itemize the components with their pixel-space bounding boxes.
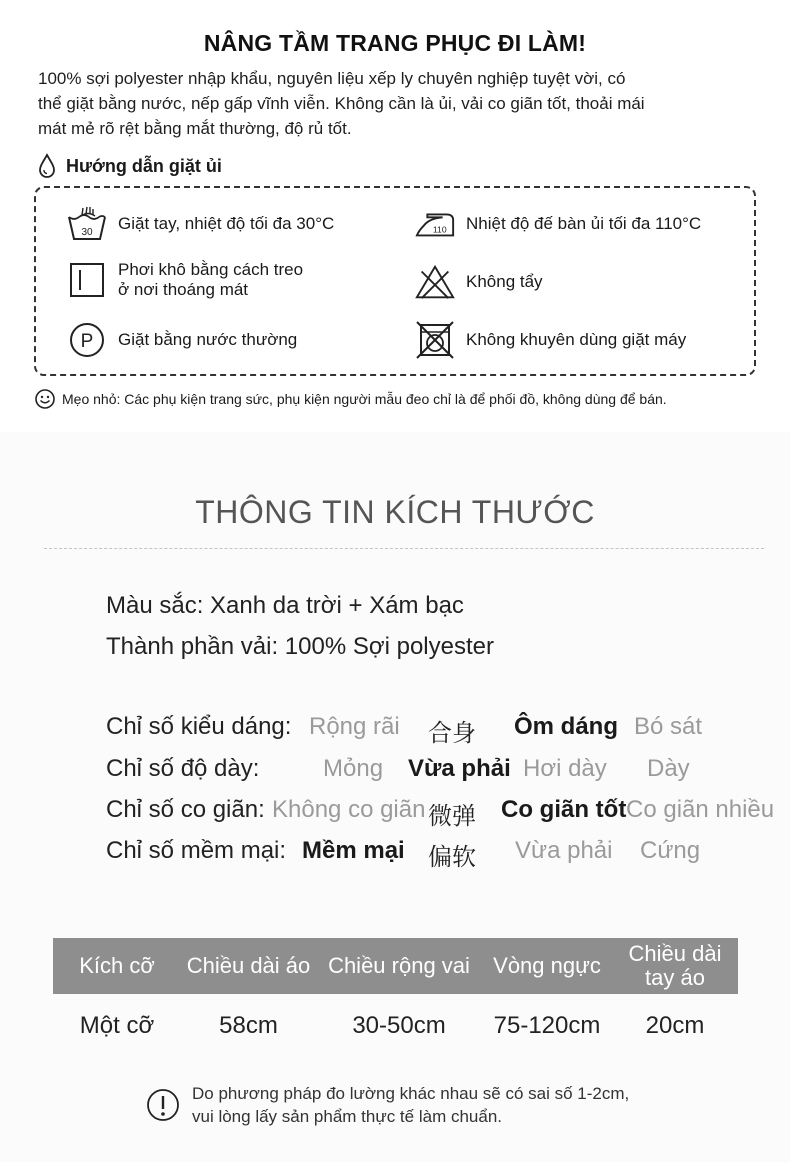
index-option: 偏软 — [428, 844, 476, 871]
index-option: Cứng — [640, 837, 701, 864]
index-option-selected: Co giãn tốt — [501, 796, 627, 823]
note-line: vui lòng lấy sản phẩm thực tế làm chuẩn. — [192, 1107, 502, 1126]
index-row-fit — [106, 713, 786, 747]
size-section-title: THÔNG TIN KÍCH THƯỚC — [195, 494, 595, 530]
smiley-icon — [34, 388, 56, 410]
hand-wash-30-icon — [66, 204, 108, 244]
care-item-label: Không khuyên dùng giặt máy — [466, 330, 687, 349]
care-item-label — [118, 260, 303, 300]
index-option: Co giãn nhiều — [626, 796, 775, 823]
care-item-label: Giặt bằng nước thường — [118, 330, 298, 349]
care-item-label: Nhiệt độ đế bàn ủi tối đa 110°C — [466, 214, 702, 233]
no-bleach-icon — [414, 262, 456, 302]
index-option: Dày — [647, 755, 690, 782]
care-item-line-dry — [66, 260, 303, 300]
index-option: Vừa phải — [515, 837, 613, 864]
care-item-iron — [414, 204, 701, 244]
divider — [44, 548, 764, 549]
index-label: Chỉ số co giãn: — [106, 796, 265, 823]
line-dry-icon — [66, 260, 108, 300]
index-option: Bó sát — [634, 713, 703, 740]
no-machine-wash-icon — [414, 320, 456, 360]
wash-temp-badge: 30 — [81, 227, 93, 238]
care-item-label-line: Phơi khô bằng cách treo — [118, 260, 304, 279]
table-cell: 75-120cm — [493, 1012, 601, 1039]
intro-line: mát mẻ rõ rệt bằng mắt thường, độ rủ tốt. — [38, 119, 352, 138]
fabric-line: Thành phần vải: 100% Sợi polyester — [106, 633, 494, 660]
iron-110-icon — [414, 204, 456, 244]
intro-line: 100% sợi polyester nhập khẩu, nguyên liệu xếp ly chuyên nghiệp tuyệt vời, có — [38, 69, 626, 88]
table-header-cell — [612, 938, 738, 994]
index-option-selected: Vừa phải — [408, 755, 511, 782]
index-label: Chỉ số độ dày: — [106, 755, 260, 782]
tip-text: Mẹo nhỏ: Các phụ kiện trang sức, phụ kiện người mẫu đeo chỉ là để phối đồ, không dùng để bán. — [62, 391, 667, 407]
note-text — [192, 1082, 629, 1128]
index-option-selected: Ôm dáng — [514, 713, 619, 740]
index-row-thickness — [106, 755, 786, 789]
size-table-header — [53, 938, 738, 994]
index-option: Rộng rãi — [309, 713, 400, 740]
table-cell: 20cm — [645, 1012, 705, 1039]
water-drop-icon — [36, 153, 58, 179]
color-line: Màu sắc: Xanh da trời + Xám bạc — [106, 592, 464, 619]
exclamation-circle-icon — [146, 1088, 180, 1122]
care-heading — [36, 152, 222, 180]
index-row-softness — [106, 837, 786, 871]
care-item-wet-clean — [66, 320, 297, 360]
care-item-label: Giặt tay, nhiệt độ tối đa 30°C — [118, 214, 335, 233]
care-heading-label: Hướng dẫn giặt ủi — [66, 155, 222, 176]
note-line: Do phương pháp đo lường khác nhau sẽ có sai số 1-2cm, — [192, 1084, 630, 1103]
index-label: Chỉ số mềm mại: — [106, 837, 287, 864]
table-header-line: tay áo — [645, 965, 705, 990]
table-header-cell: Chiều rộng vai — [328, 953, 470, 978]
measurement-note — [146, 1082, 629, 1128]
wet-clean-badge: P — [80, 331, 94, 352]
index-option: Hơi dày — [523, 755, 607, 782]
iron-temp-badge: 110 — [432, 224, 447, 235]
tip — [34, 388, 667, 410]
index-option: 微弹 — [428, 803, 476, 830]
index-row-stretch — [106, 796, 786, 830]
headline: NÂNG TẦM TRANG PHỤC ĐI LÀM! — [203, 30, 587, 56]
index-option: Mỏng — [323, 755, 384, 782]
table-cell: Một cỡ — [79, 1012, 155, 1039]
index-option-selected: Mềm mại — [302, 837, 405, 864]
care-item-no-bleach — [414, 262, 543, 302]
care-item-hand-wash — [66, 204, 334, 244]
table-header-cell: Vòng ngực — [493, 953, 601, 978]
table-header-cell: Kích cỡ — [79, 953, 155, 978]
care-item-label-line: ở nơi thoáng mát — [118, 280, 249, 299]
table-header-cell: Chiều dài áo — [186, 953, 311, 978]
table-header-line: Chiều dài — [628, 941, 722, 966]
intro-line: thể giặt bằng nước, nếp gấp vĩnh viễn. Không cần là ủi, vải co giãn tốt, thoải mái — [38, 94, 645, 113]
intro-paragraph — [38, 66, 768, 141]
index-option: Không co giãn — [272, 796, 426, 823]
table-cell: 58cm — [219, 1012, 278, 1039]
care-item-no-machine-wash — [414, 320, 686, 360]
care-instructions-box — [34, 186, 756, 376]
table-cell: 30-50cm — [352, 1012, 446, 1039]
index-option: 合身 — [428, 720, 476, 747]
care-item-label: Không tẩy — [466, 272, 543, 291]
professional-wet-clean-icon — [66, 320, 108, 360]
index-label: Chỉ số kiểu dáng: — [106, 713, 292, 740]
